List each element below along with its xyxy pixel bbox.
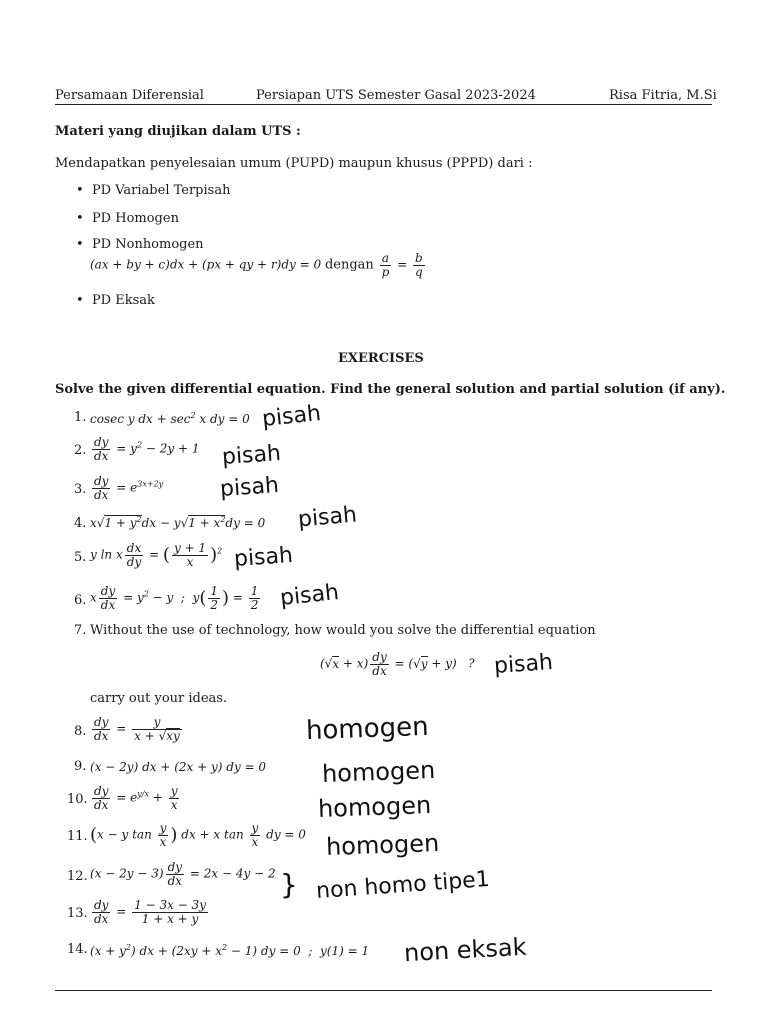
nonhomogen-eq-text: (ax + by + c)dx + (px + qy + r)dy = 0	[90, 257, 322, 272]
nonhomogen-equation: (ax + by + c)dx + (px + qy + r)dy = 0 dengan $\frac{a}{p}$ = $\frac{b}{q}$	[90, 251, 423, 279]
handwriting-note: non eksak	[403, 932, 528, 968]
q7-after: carry out your ideas.	[90, 691, 228, 706]
bullet-label: PD Homogen	[91, 211, 179, 226]
exercise-number: 9.	[74, 759, 87, 774]
header-author: Risa Fitria, M.Si	[609, 88, 717, 103]
equation-10: $\frac{dy}{dx}$ = $e^{y/x}$ + $\frac{y}{x}$	[94, 784, 178, 812]
header-course: Persamaan Diferensial	[55, 88, 204, 103]
equation-6: x $\frac{dy}{dx}$ = $y^2 - y$ ; y( $\frac{1}{2}$ ) = $\frac{1}{2}$	[90, 584, 259, 612]
ratio-b-q: $\frac{b}{q}$	[415, 251, 423, 279]
equation-4: $x√1 + y^2dx - y√1 + x^2dy = 0$	[90, 515, 266, 530]
exercises-instruction: Solve the given differential equation. Find the general solution and partial solution (if any).	[55, 382, 726, 397]
handwriting-note: homogen	[321, 756, 436, 788]
handwriting-note: pisah	[297, 502, 358, 533]
handwriting-note: homogen	[305, 711, 430, 747]
handwriting-note: pisah	[221, 440, 282, 471]
exercise-number: 5.	[74, 550, 87, 565]
exercise-number: 3.	[74, 482, 87, 497]
equation-2: $\frac{dy}{dx}$ = $y^2 - 2y + 1$	[94, 435, 200, 463]
exercise-number: 10.	[67, 792, 88, 807]
exercise-number: 2.	[74, 443, 87, 458]
equation-7: (√x + x) $\frac{dy}{dx}$ = (√y + y) ?	[320, 650, 475, 678]
handwriting-note: pisah	[493, 649, 554, 680]
equation-8: $\frac{dy}{dx}$ = $\frac{y}{x + √xy}$	[94, 715, 180, 743]
exercise-number: 8.	[74, 724, 87, 739]
exercise-number: 6.	[74, 593, 87, 608]
exercise-number: 14.	[67, 942, 88, 957]
bullet-3: • PD Nonhomogen	[76, 237, 204, 252]
dengan-text: dengan	[324, 257, 374, 273]
exercise-number: 7.	[74, 623, 87, 638]
handwriting-note: pisah	[219, 472, 280, 503]
footer-rule	[55, 990, 712, 991]
exercise-number: 4.	[74, 516, 87, 531]
exercises-heading: EXERCISES	[338, 351, 424, 366]
ratio-a-p: $\frac{a}{p}$	[381, 251, 390, 279]
bullet-label: PD Variabel Terpisah	[91, 183, 231, 198]
bullet-2: • PD Homogen	[76, 211, 179, 226]
exercise-number: 12.	[67, 869, 88, 884]
handwriting-note: pisah	[278, 579, 341, 612]
q7-text: Without the use of technology, how would you solve the differential equation	[90, 623, 596, 638]
equation-3: $\frac{dy}{dx}$ = $e^{3x+2y}$	[94, 474, 164, 502]
equation-11: (x − y tan $\frac{y}{x}$ ) dx + x tan $\frac{y}{x}$ dy = 0	[90, 821, 306, 849]
header-rule	[55, 104, 712, 105]
exercise-number: 11.	[67, 829, 88, 844]
equation-1: cosec y dx + $\sec^2 x$ dy = 0	[90, 411, 250, 426]
bracket-mark: }	[280, 868, 298, 901]
exercise-number: 1.	[74, 410, 87, 425]
bullet-label: PD Nonhomogen	[91, 237, 204, 252]
handwriting-note: homogen	[325, 829, 440, 861]
materi-heading: Materi yang diujikan dalam UTS :	[55, 124, 301, 139]
header-title: Persiapan UTS Semester Gasal 2023-2024	[256, 88, 536, 103]
equation-12: (x − 2y − 3) $\frac{dy}{dx}$ = 2x − 4y − 2	[90, 860, 276, 888]
equation-5: y ln x $\frac{dx}{dy}$ = ( $\frac{y + 1}{x}$ )$^2$	[90, 541, 223, 569]
bullet-label: PD Eksak	[91, 293, 155, 308]
bullet-1: • PD Variabel Terpisah	[76, 183, 231, 198]
handwriting-note: pisah	[233, 542, 294, 573]
materi-intro: Mendapatkan penyelesaian umum (PUPD) maupun khusus (PPPD) dari :	[55, 156, 533, 171]
handwriting-note: pisah	[260, 400, 323, 433]
handwriting-note: homogen	[317, 791, 432, 823]
equation-14: $(x + y^2)$ dx + $(2xy + x^2 - 1)$ dy = 0 ; y(1) = 1	[90, 943, 370, 958]
exercise-number: 13.	[67, 906, 88, 921]
handwriting-note: non homo tipe1	[315, 866, 491, 905]
equation-13: $\frac{dy}{dx}$ = $\frac{1 - 3x - 3y}{1 + x + y}$	[94, 898, 206, 926]
bullet-4: • PD Eksak	[76, 293, 155, 308]
equation-9: (x − 2y) dx + (2x + y) dy = 0	[90, 760, 267, 774]
